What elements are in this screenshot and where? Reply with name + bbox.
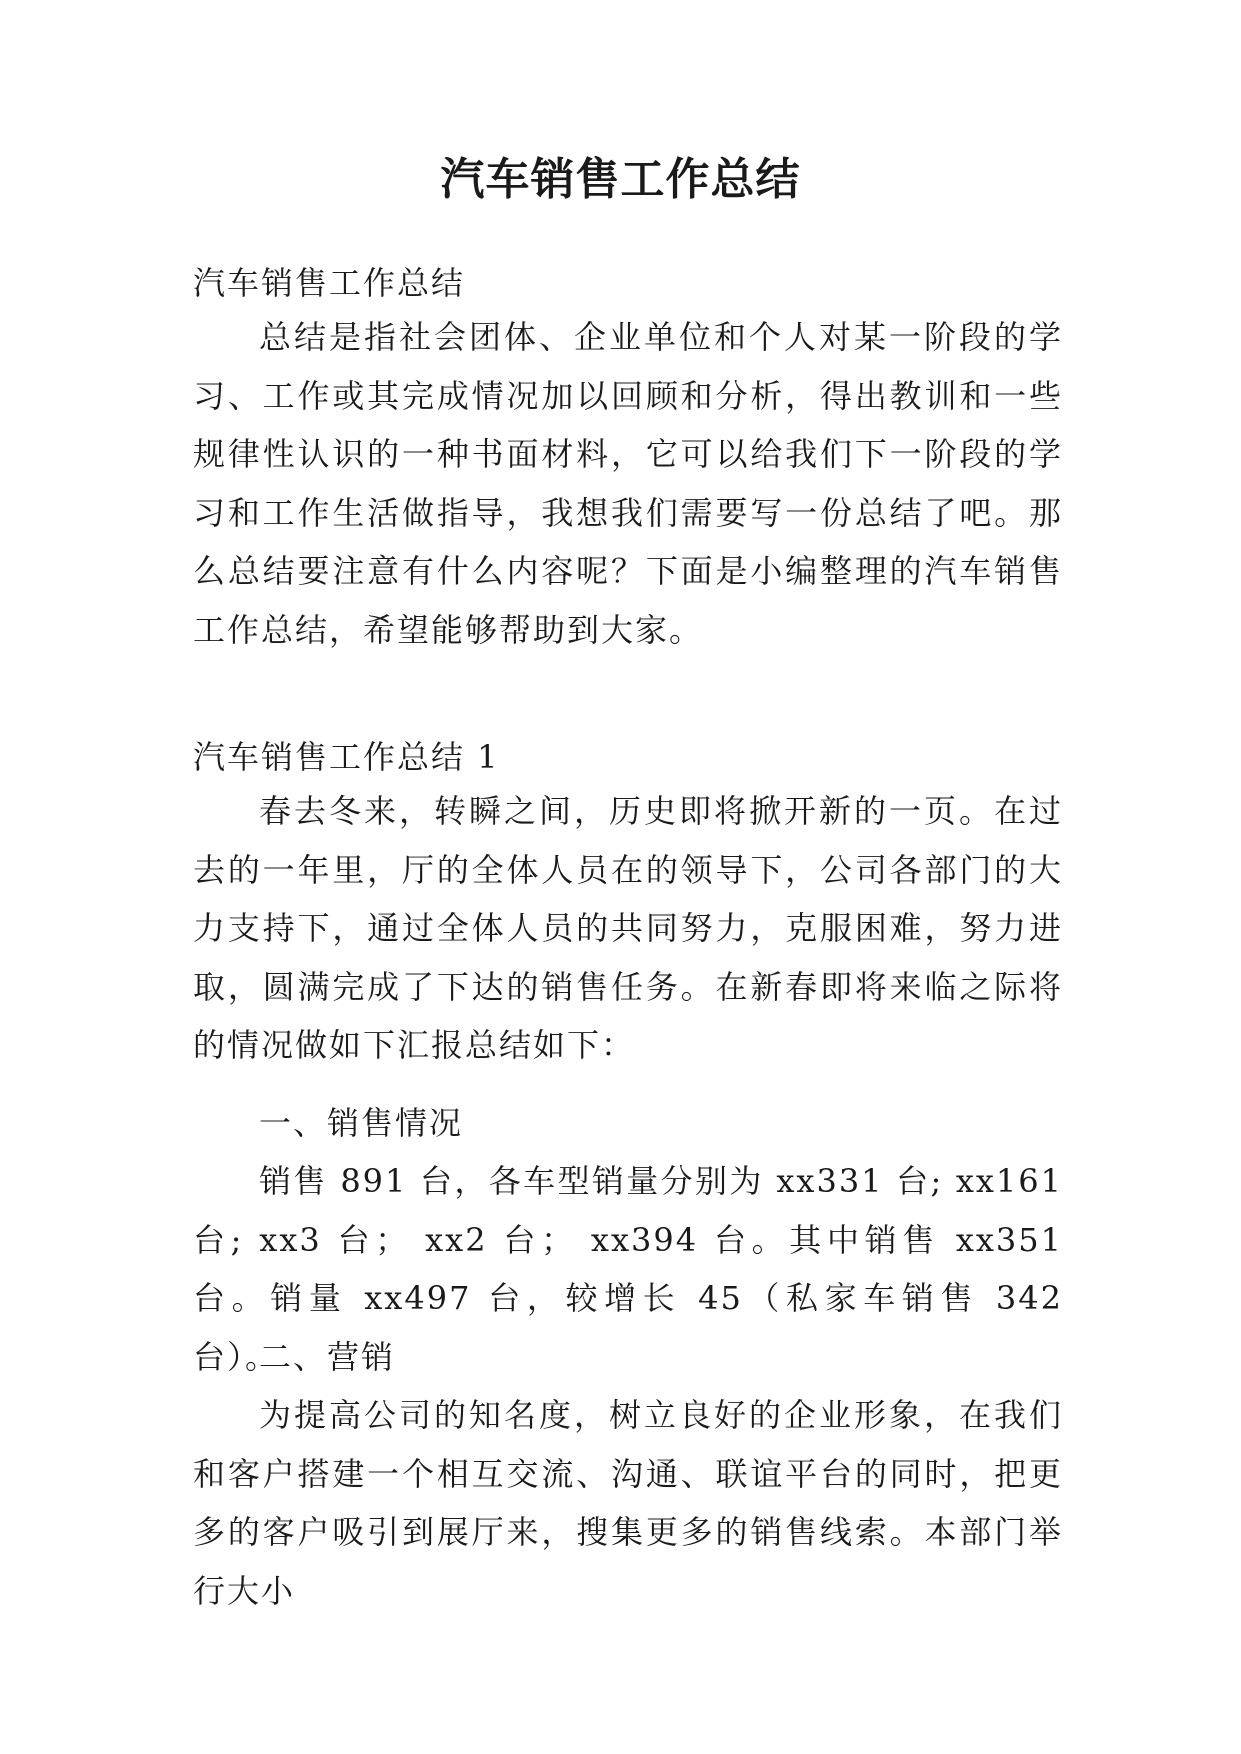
section1-heading: 汽车销售工作总结 1	[193, 738, 500, 776]
part1-heading: 一、销售情况	[259, 1104, 464, 1142]
intro-heading: 汽车销售工作总结	[193, 264, 466, 302]
part1-paragraph: 销售 891 台，各车型销量分别为 xx331 台; xx161 台; xx3 台； xx2 台； xx394 台。其中销售 xx351 台。销量 xx497 台，较增长 45（私家车销售 342 台）。	[193, 1162, 1063, 1376]
part2-paragraph: 为提高公司的知名度，树立良好的企业形象，在我们和客户搭建一个相互交流、沟通、联谊平台的同时，把更多的客户吸引到展厅来，搜集更多的销售线索。本部门举行大小	[193, 1396, 1063, 1610]
document-title: 汽车销售工作总结	[440, 154, 801, 205]
intro-paragraph: 总结是指社会团体、企业单位和个人对某一阶段的学习、工作或其完成情况加以回顾和分析，得出教训和一些规律性认识的一种书面材料，它可以给我们下一阶段的学习和工作生活做指导，我想我们需要写一份总结了吧。那么总结要注意有什么内容呢？下面是小编整理的汽车销售工作总结，希望能够帮助到大家。	[193, 318, 1063, 649]
part2-heading: 二、营销	[259, 1338, 396, 1376]
section1-paragraph: 春去冬来，转瞬之间，历史即将掀开新的一页。在过去的一年里，厅的全体人员在的领导下，公司各部门的大力支持下，通过全体人员的共同努力，克服困难，努力进取，圆满完成了下达的销售任务。在新春即将来临之际将的情况做如下汇报总结如下：	[193, 792, 1063, 1064]
